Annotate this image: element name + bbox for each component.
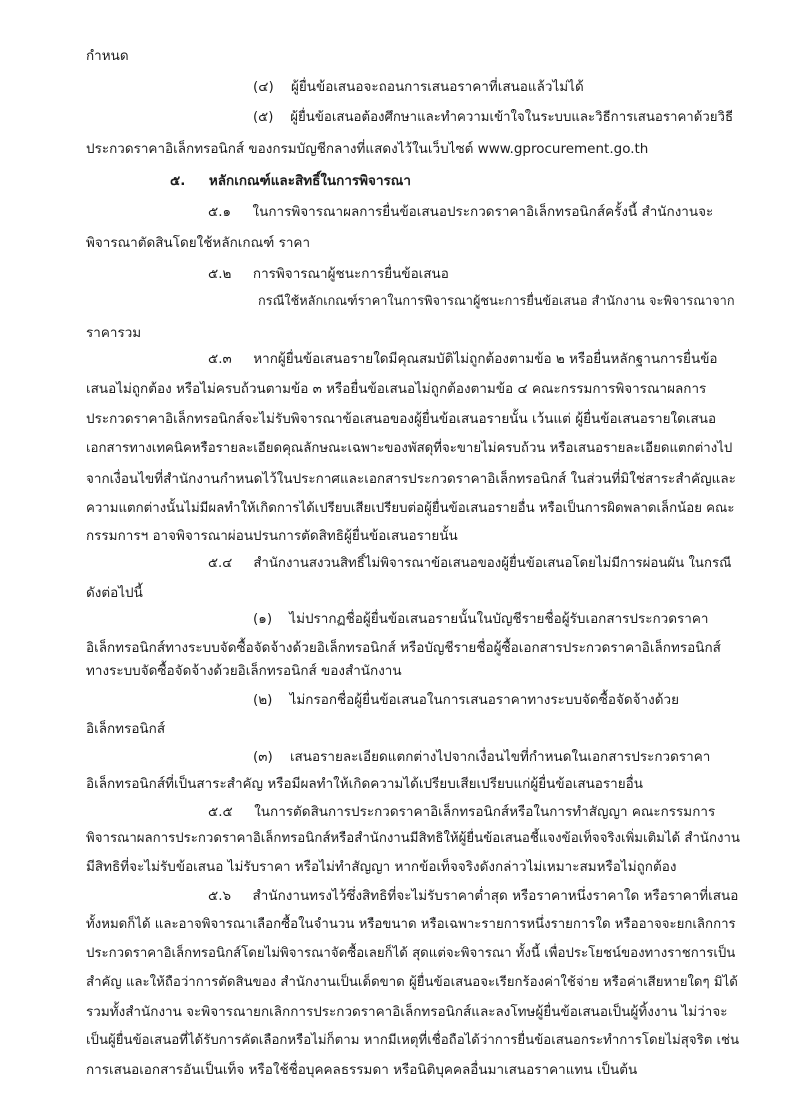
item-4 [253,78,584,96]
clause-text: ในการตัดสินการประกวดราคาอิเล็กทรอนิกส์หรือในการทำสัญญา คณะกรรมการ [254,804,716,820]
sub-item-1 [253,610,708,628]
clause-number: ๕.๖ [208,888,232,904]
clause-5-6-line-3: ประกวดราคาอิเล็กทรอนิกส์โดยไม่พิจารณาจัดซื้อเลยก็ได้ สุดแต่จะพิจารณา ทั้งนี้ เพื่อประโยชน์ของทางราชการเป็น [86,946,736,961]
clause-text: ในการพิจารณาผลการยื่นข้อเสนอประกวดราคาอิเล็กทรอนิกส์ครั้งนี้ สำนักงานจะ [252,204,714,220]
clause-text: การพิจารณาผู้ชนะการยื่นข้อเสนอ [252,266,449,282]
clause-number: ๕.๑ [208,204,232,220]
clause-5-3-line-1 [208,350,718,368]
clause-5-2-line-2: กรณีใช้หลักเกณฑ์ราคาในการพิจารณาผู้ชนะการยื่นข้อเสนอ สำนักงาน จะพิจารณาจาก [258,294,735,309]
clause-5-6-line-4: สำคัญ และให้ถือว่าการตัดสินของ สำนักงานเป็นเด็ดขาด ผู้ยื่นข้อเสนอจะเรียกร้องค่าใช้จ่าย หรือค่าเสียหายใดๆ มิได้ [86,975,738,990]
clause-number: ๕.๒ [208,266,232,282]
item-number: (๓) [253,749,273,765]
item-text: ไม่กรอกชื่อผู้ยื่นข้อเสนอในการเสนอราคาทางระบบจัดซื้อจัดจ้างด้วย [289,692,679,708]
clause-text: สำนักงานทรงไว้ซึ่งสิทธิที่จะไม่รับราคาต่ำสุด หรือราคาหนึ่งราคาใด หรือราคาที่เสนอ [252,888,739,904]
clause-5-5-line-3: มีสิทธิที่จะไม่รับข้อเสนอ ไม่รับราคา หรือไม่ทำสัญญา หากข้อเท็จจริงดังกล่าวไม่เหมาะสมหรือไม่ถูกต้อง [86,859,677,875]
item-text: ผู้ยื่นข้อเสนอจะถอนการเสนอราคาที่เสนอแล้วไม่ได้ [290,79,584,95]
item-text: ไม่ปรากฏชื่อผู้ยื่นข้อเสนอรายนั้นในบัญชีรายชื่อผู้รับเอกสารประกวดราคา [289,611,709,627]
clause-5-2-line-3: ราคารวม [86,325,142,341]
clause-5-6-line-2: ทั้งหมดก็ได้ และอาจพิจารณาเลือกซื้อในจำนวน หรือขนาด หรือเฉพาะรายการหนึ่งรายการใด หรืออาจจะยกเลิกการ [86,917,736,932]
clause-text: สำนักงานสงวนสิทธิ์ไม่พิจารณาข้อเสนอของผู้ยื่นข้อเสนอโดยไม่มีการผ่อนผัน ในกรณี [253,556,732,571]
clause-5-3-line-4: เอกสารทางเทคนิคหรือรายละเอียดคุณลักษณะเฉพาะของพัสดุที่จะขายไม่ครบถ้วน หรือเสนอรายละเอียดแตกต่างไป [86,441,733,456]
clause-5-6-line-5: รวมทั้งสำนักงาน จะพิจารณายกเลิกการประกวดราคาอิเล็กทรอนิกส์และลงโทษผู้ยื่นข้อเสนอเป็นผู้ทิ้งงาน ไม่ว่าจะ [86,1004,728,1020]
item-5 [253,109,733,127]
sub-item-2 [253,691,679,709]
section-heading [170,172,411,190]
sub-item-1-continued-1: อิเล็กทรอนิกส์ทางระบบจัดซื้อจัดจ้างด้วยอิเล็กทรอนิกส์ หรือบัญชีรายชื่อผู้ซื้อเอกสารประกวดราคาอิเล็กทรอนิกส์ [86,640,721,656]
clause-5-5-line-1 [208,803,715,821]
clause-number: ๕.๔ [208,556,233,571]
clause-5-6-line-6: เป็นผู้ยื่นข้อเสนอที่ได้รับการคัดเลือกหรือไม่ก็ตาม หากมีเหตุที่เชื่อถือได้ว่าการยื่นข้อเสนอกระทำการโดยไม่สุจริต เช่น [86,1033,740,1048]
clause-5-6-line-7: การเสนอเอกสารอันเป็นเท็จ หรือใช้ชื่อบุคคลธรรมดา หรือนิติบุคคลอื่นมาเสนอราคาแทน เป็นต้น [86,1062,638,1078]
clause-5-3-line-5: จากเงื่อนไขที่สำนักงานกำหนดไว้ในประกาศและเอกสารประกวดราคาอิเล็กทรอนิกส์ ในส่วนที่มิใช่สาระสำคัญและ [86,471,736,487]
sub-item-1-continued-2: ทางระบบจัดซื้อจัดจ้างด้วยอิเล็กทรอนิกส์ ของสำนักงาน [86,663,402,679]
clause-5-4-line-2: ดังต่อไปนี้ [86,585,143,601]
item-5-continued: ประกวดราคาอิเล็กทรอนิกส์ ของกรมบัญชีกลางที่แสดงไว้ในเว็บไซต์ www.gprocurement.go.th [86,141,649,157]
clause-5-3-line-2: เสนอไม่ถูกต้อง หรือไม่ครบถ้วนตามข้อ ๓ หรือยื่นข้อเสนอไม่ถูกต้องตามข้อ ๔ คณะกรรมการพิจารณาผลการ [86,381,707,397]
clause-5-4-line-1 [208,555,731,573]
item-number: (๕) [253,110,274,125]
section-title: หลักเกณฑ์และสิทธิ์ในการพิจารณา [208,173,411,189]
clause-5-2-line-1 [208,265,449,283]
continued-text: กำหนด [86,48,129,64]
item-number: (๔) [253,79,274,95]
clause-5-6-line-1 [208,887,738,905]
clause-number: ๕.๕ [208,804,233,820]
item-number: (๒) [253,692,273,708]
item-text: เสนอรายละเอียดแตกต่างไปจากเงื่อนไขที่กำหนดในเอกสารประกวดราคา [289,749,711,765]
sub-item-3 [253,748,710,766]
clause-text: หากผู้ยื่นข้อเสนอรายใดมีคุณสมบัติไม่ถูกต้องตามข้อ ๒ หรือยื่นหลักฐานการยื่นข้อ [253,351,718,367]
section-number: ๕. [170,173,186,189]
clause-5-1-line-2: พิจารณาตัดสินโดยใช้หลักเกณฑ์ ราคา [86,235,311,251]
clause-5-3-line-6: ความแตกต่างนั้นไม่มีผลทำให้เกิดการได้เปรียบเสียเปรียบต่อผู้ยื่นข้อเสนอรายอื่น หรือเป็นการผิดพลาดเล็กน้อย คณะ [86,501,735,516]
clause-5-3-line-3: ประกวดราคาอิเล็กทรอนิกส์จะไม่รับพิจารณาข้อเสนอของผู้ยื่นข้อเสนอรายนั้น เว้นแต่ ผู้ยื่นข้อเสนอรายใดเสนอ [86,411,717,427]
clause-5-1-line-1 [208,203,713,221]
sub-item-2-continued: อิเล็กทรอนิกส์ [86,721,166,737]
clause-5-3-line-7: กรรมการฯ อาจพิจารณาผ่อนปรนการตัดสิทธิผู้ยื่นข้อเสนอรายนั้น [86,528,458,544]
item-number: (๑) [253,611,273,627]
clause-number: ๕.๓ [208,351,232,367]
clause-5-5-line-2: พิจารณาผลการประกวดราคาอิเล็กทรอนิกส์หรือสำนักงานมีสิทธิให้ผู้ยื่นข้อเสนอชี้แจงข้อเท็จจริงเพิ่มเติมได้ สำนักงาน [86,831,740,846]
item-text: ผู้ยื่นข้อเสนอต้องศึกษาและทำความเข้าใจในระบบและวิธีการเสนอราคาด้วยวิธี [290,110,734,125]
sub-item-3-continued: อิเล็กทรอนิกส์ที่เป็นสาระสำคัญ หรือมีผลทำให้เกิดความได้เปรียบเสียเปรียบแก่ผู้ยื่นข้อเสนอรายอื่น [86,776,643,792]
